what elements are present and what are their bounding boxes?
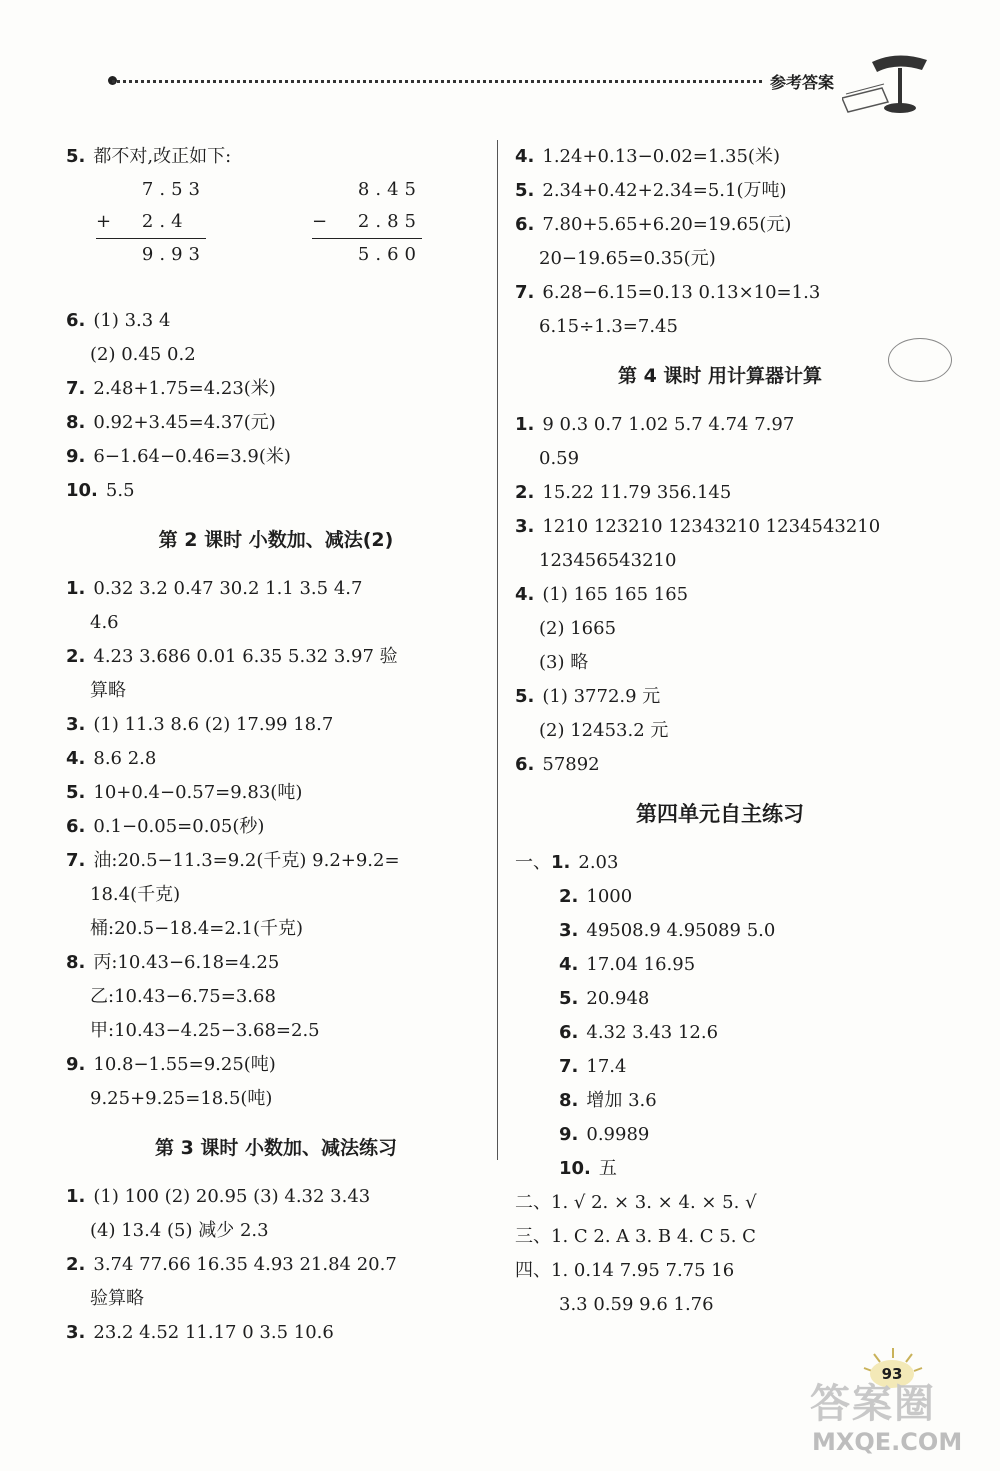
answer-item: 7. 17.4 — [559, 1056, 627, 1077]
answer-item: 20−19.65=0.35(元) — [539, 248, 716, 269]
right-column — [515, 140, 925, 1322]
vertical-subtraction: 8.45 − 2.85 5.60 — [312, 179, 422, 265]
left-column — [66, 140, 486, 1350]
section-title: 第 3 课时 小数加、减法练习 — [154, 1137, 398, 1159]
answer-item: 9. 6−1.64−0.46=3.9(米) — [66, 446, 291, 467]
answer-item: (4) 13.4 (5) 减少 2.3 — [90, 1220, 269, 1241]
answer-item: 1. 9 0.3 0.7 1.02 5.7 4.74 7.97 — [515, 414, 795, 435]
answer-item: 6. 0.1−0.05=0.05(秒) — [66, 816, 265, 837]
answer-item: 2. 4.23 3.686 0.01 6.35 5.32 3.97 验 — [66, 646, 398, 667]
answer-item: 3. (1) 11.3 8.6 (2) 17.99 18.7 — [66, 714, 334, 735]
answer-item: 二、1. √ 2. × 3. × 4. × 5. √ — [515, 1192, 757, 1213]
answer-item: 9. 10.8−1.55=9.25(吨) — [66, 1054, 276, 1075]
section-title: 第 2 课时 小数加、减法(2) — [158, 529, 394, 551]
answer-item: 2. 15.22 11.79 356.145 — [515, 482, 732, 503]
answer-item: 6. 4.32 3.43 12.6 — [559, 1022, 719, 1043]
answer-item: 6. 7.80+5.65+6.20=19.65(元) — [515, 214, 792, 235]
page-number: 93 — [870, 1360, 914, 1388]
answer-item: 3. 23.2 4.52 11.17 0 3.5 10.6 — [66, 1322, 334, 1343]
vertical-calculations — [66, 174, 486, 304]
answer-item: 5. 都不对,改正如下: — [66, 146, 232, 167]
answer-item: 三、1. C 2. A 3. B 4. C 5. C — [515, 1226, 756, 1247]
desk-lamp-icon — [842, 50, 942, 120]
answer-item: 7. 油:20.5−11.3=9.2(千克) 9.2+9.2= — [66, 850, 400, 871]
answer-item: 5. (1) 3772.9 元 — [515, 686, 661, 707]
answer-item: 2. 1000 — [559, 886, 633, 907]
answer-item: (3) 略 — [539, 652, 589, 673]
answer-item: 4. 1.24+0.13−0.02=1.35(米) — [515, 146, 780, 167]
answer-item: 18.4(千克) — [90, 884, 181, 905]
header-dotted-rule — [112, 80, 762, 83]
answer-item: 10. 五 — [559, 1158, 617, 1179]
watermark-logo: 答案圈 — [810, 1381, 936, 1427]
answer-item: 4. 8.6 2.8 — [66, 748, 157, 769]
answer-item: 6. 57892 — [515, 754, 600, 775]
answer-item: 8. 增加 3.6 — [559, 1090, 657, 1111]
answer-item: 4.6 — [90, 612, 119, 633]
answer-item: 5. 20.948 — [559, 988, 650, 1009]
answer-item: 算略 — [90, 680, 126, 701]
answer-item: 4. 17.04 16.95 — [559, 954, 696, 975]
answer-item: 7. 6.28−6.15=0.13 0.13×10=1.3 — [515, 282, 821, 303]
answer-item: 1. (1) 100 (2) 20.95 (3) 4.32 3.43 — [66, 1186, 371, 1207]
stamp-seal-icon — [888, 338, 952, 382]
answer-item: 2. 3.74 77.66 16.35 4.93 21.84 20.7 — [66, 1254, 397, 1275]
answer-item: 四、1. 0.14 7.95 7.75 16 — [515, 1260, 735, 1281]
answer-item: (2) 1665 — [539, 618, 617, 639]
answer-item: 5. 2.34+0.42+2.34=5.1(万吨) — [515, 180, 787, 201]
answer-item: 8. 0.92+3.45=4.37(元) — [66, 412, 276, 433]
header-title: 参考答案 — [770, 73, 835, 92]
column-divider — [497, 140, 498, 1160]
answer-item: 3. 1210 123210 12343210 1234543210 — [515, 516, 881, 537]
answer-item: 4. (1) 165 165 165 — [515, 584, 689, 605]
answer-item: 乙:10.43−6.75=3.68 — [90, 986, 276, 1007]
answer-item: 3. 49508.9 4.95089 5.0 — [559, 920, 776, 941]
answer-item: 5. 10+0.4−0.57=9.83(吨) — [66, 782, 303, 803]
answer-item: (2) 0.45 0.2 — [90, 344, 196, 365]
answer-item: 3.3 0.59 9.6 1.76 — [559, 1294, 714, 1315]
section-title: 第 4 课时 用计算器计算 — [617, 365, 823, 387]
answer-item: 桶:20.5−18.4=2.1(千克) — [90, 918, 304, 939]
unit-title: 第四单元自主练习 — [636, 802, 804, 826]
answer-item: 8. 丙:10.43−6.18=4.25 — [66, 952, 280, 973]
answer-item: 9. 0.9989 — [559, 1124, 650, 1145]
vertical-addition: 7.53 + 2.4 9.93 — [96, 179, 206, 265]
answer-item: (2) 12453.2 元 — [539, 720, 669, 741]
answer-item: 一、1. 2.03 — [515, 852, 619, 873]
answer-item: 验算略 — [90, 1288, 144, 1309]
watermark-url: MXQE.COM — [812, 1428, 963, 1456]
answer-item: 6. (1) 3.3 4 — [66, 310, 171, 331]
answer-item: 10. 5.5 — [66, 480, 135, 501]
answer-item: 甲:10.43−4.25−3.68=2.5 — [90, 1020, 320, 1041]
answer-item: 0.59 — [539, 448, 580, 469]
answer-item: 123456543210 — [539, 550, 677, 571]
answer-item: 1. 0.32 3.2 0.47 30.2 1.1 3.5 4.7 — [66, 578, 363, 599]
answer-item: 9.25+9.25=18.5(吨) — [90, 1088, 273, 1109]
answer-item: 7. 2.48+1.75=4.23(米) — [66, 378, 276, 399]
answer-item: 6.15÷1.3=7.45 — [539, 316, 678, 337]
